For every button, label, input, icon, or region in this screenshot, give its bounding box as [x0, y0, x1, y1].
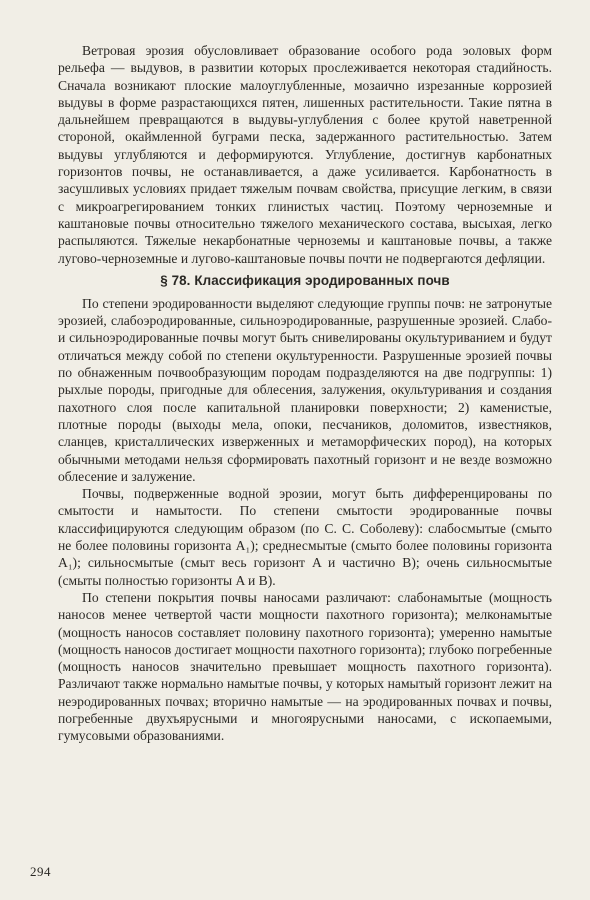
section-heading: § 78. Классификация эродированных почв	[160, 272, 450, 288]
paragraph-wind-erosion: Ветровая эрозия обусловливает образование особого рода эоловых форм рельефа — выдувов, в развитии которых прослеживается некоторая стадийность. Сначала возникают плоские малоуглубленные, мозаично изрезанные коррозией выдувы в форме разрастающихся пятен, лишенных растительности. Такие пятна в дальнейшем превращаются в выдувы-углубления с более крутой наветренной стороной, окаймленной буграми песка, задержанного растительностью. Затем выдувы углубляются и деформируются. Углубление, достигнув карбонатных горизонтов почвы, не останавливается, а даже усиливается. Карбонатность в засушливых условиях придает тяжелым почвам свойства, присущие легким, в связи с микроагрегированием тонких глинистых частиц. Поэтому черноземные и каштановые почвы относительно тяжелого механического состава, высыхая, легко распыляются. Тяжелые некарбонатные черноземы и каштановые почвы, а также лугово-черноземные и лугово-каштановые почвы почти не подвергаются дефляции.	[58, 43, 552, 266]
paragraph-deposit-degree: По степени покрытия почвы наносами различают: слабонамытые (мощность наносов менее четвертой части мощности пахотного горизонта); мелконамытые (мощность наносов составляет половину пахотного горизонта); умеренно намытые (мощность наносов достигает мощности пахотного горизонта); глубоко погребенные (мощность наносов значительно превышает мощность пахотного горизонта). Различают также нормально намытые почвы, у которых намытый горизонт лежит на неэродированных почвах; вторично намытые — на эродированных почвах и почвы, погребенные двухъярусными и многоярусными наносами, с ископаемыми, гумусовыми образованиями.	[58, 589, 552, 744]
paragraph-washout-degree: Почвы, подверженные водной эрозии, могут быть дифференцированы по смытости и намытости. По степени смытости эродированные почвы классифицируются следующим образом (по С. С. Соболеву): слабосмытые (смыто не более половины горизонта A₁); среднесмытые (смыто более половины горизонта A₁); сильносмытые (смыт весь горизонт A и частично B); очень сильносмытые (смыты полностью горизонты A и B).	[58, 486, 552, 588]
page-number: 294	[30, 864, 51, 879]
paragraph-erosion-groups: По степени эродированности выделяют следующие группы почв: не затронутые эрозией, слабоэродированные, сильноэродированные, разрушенные эрозией. Слабо- и сильноэродированные почвы могут быть снивелированы окультуриванием и будут отличаться между собой по степени окультуренности. Разрушенные эрозией почвы по обнаженным почвообразующим породам подразделяются на две подгруппы: 1) рыхлые породы, пригодные для облесения, залужения, окультуривания и создания пахотного слоя после капитальной планировки поверхности; 2) каменистые, плотные породы (выходы мела, опоки, песчаников, доломитов, известняков, сланцев, кристаллических изверженных и метаморфических пород), на которых обычными методами нельзя сформировать пахотный горизонт и не везде возможно облесение и залужение.	[58, 295, 552, 484]
